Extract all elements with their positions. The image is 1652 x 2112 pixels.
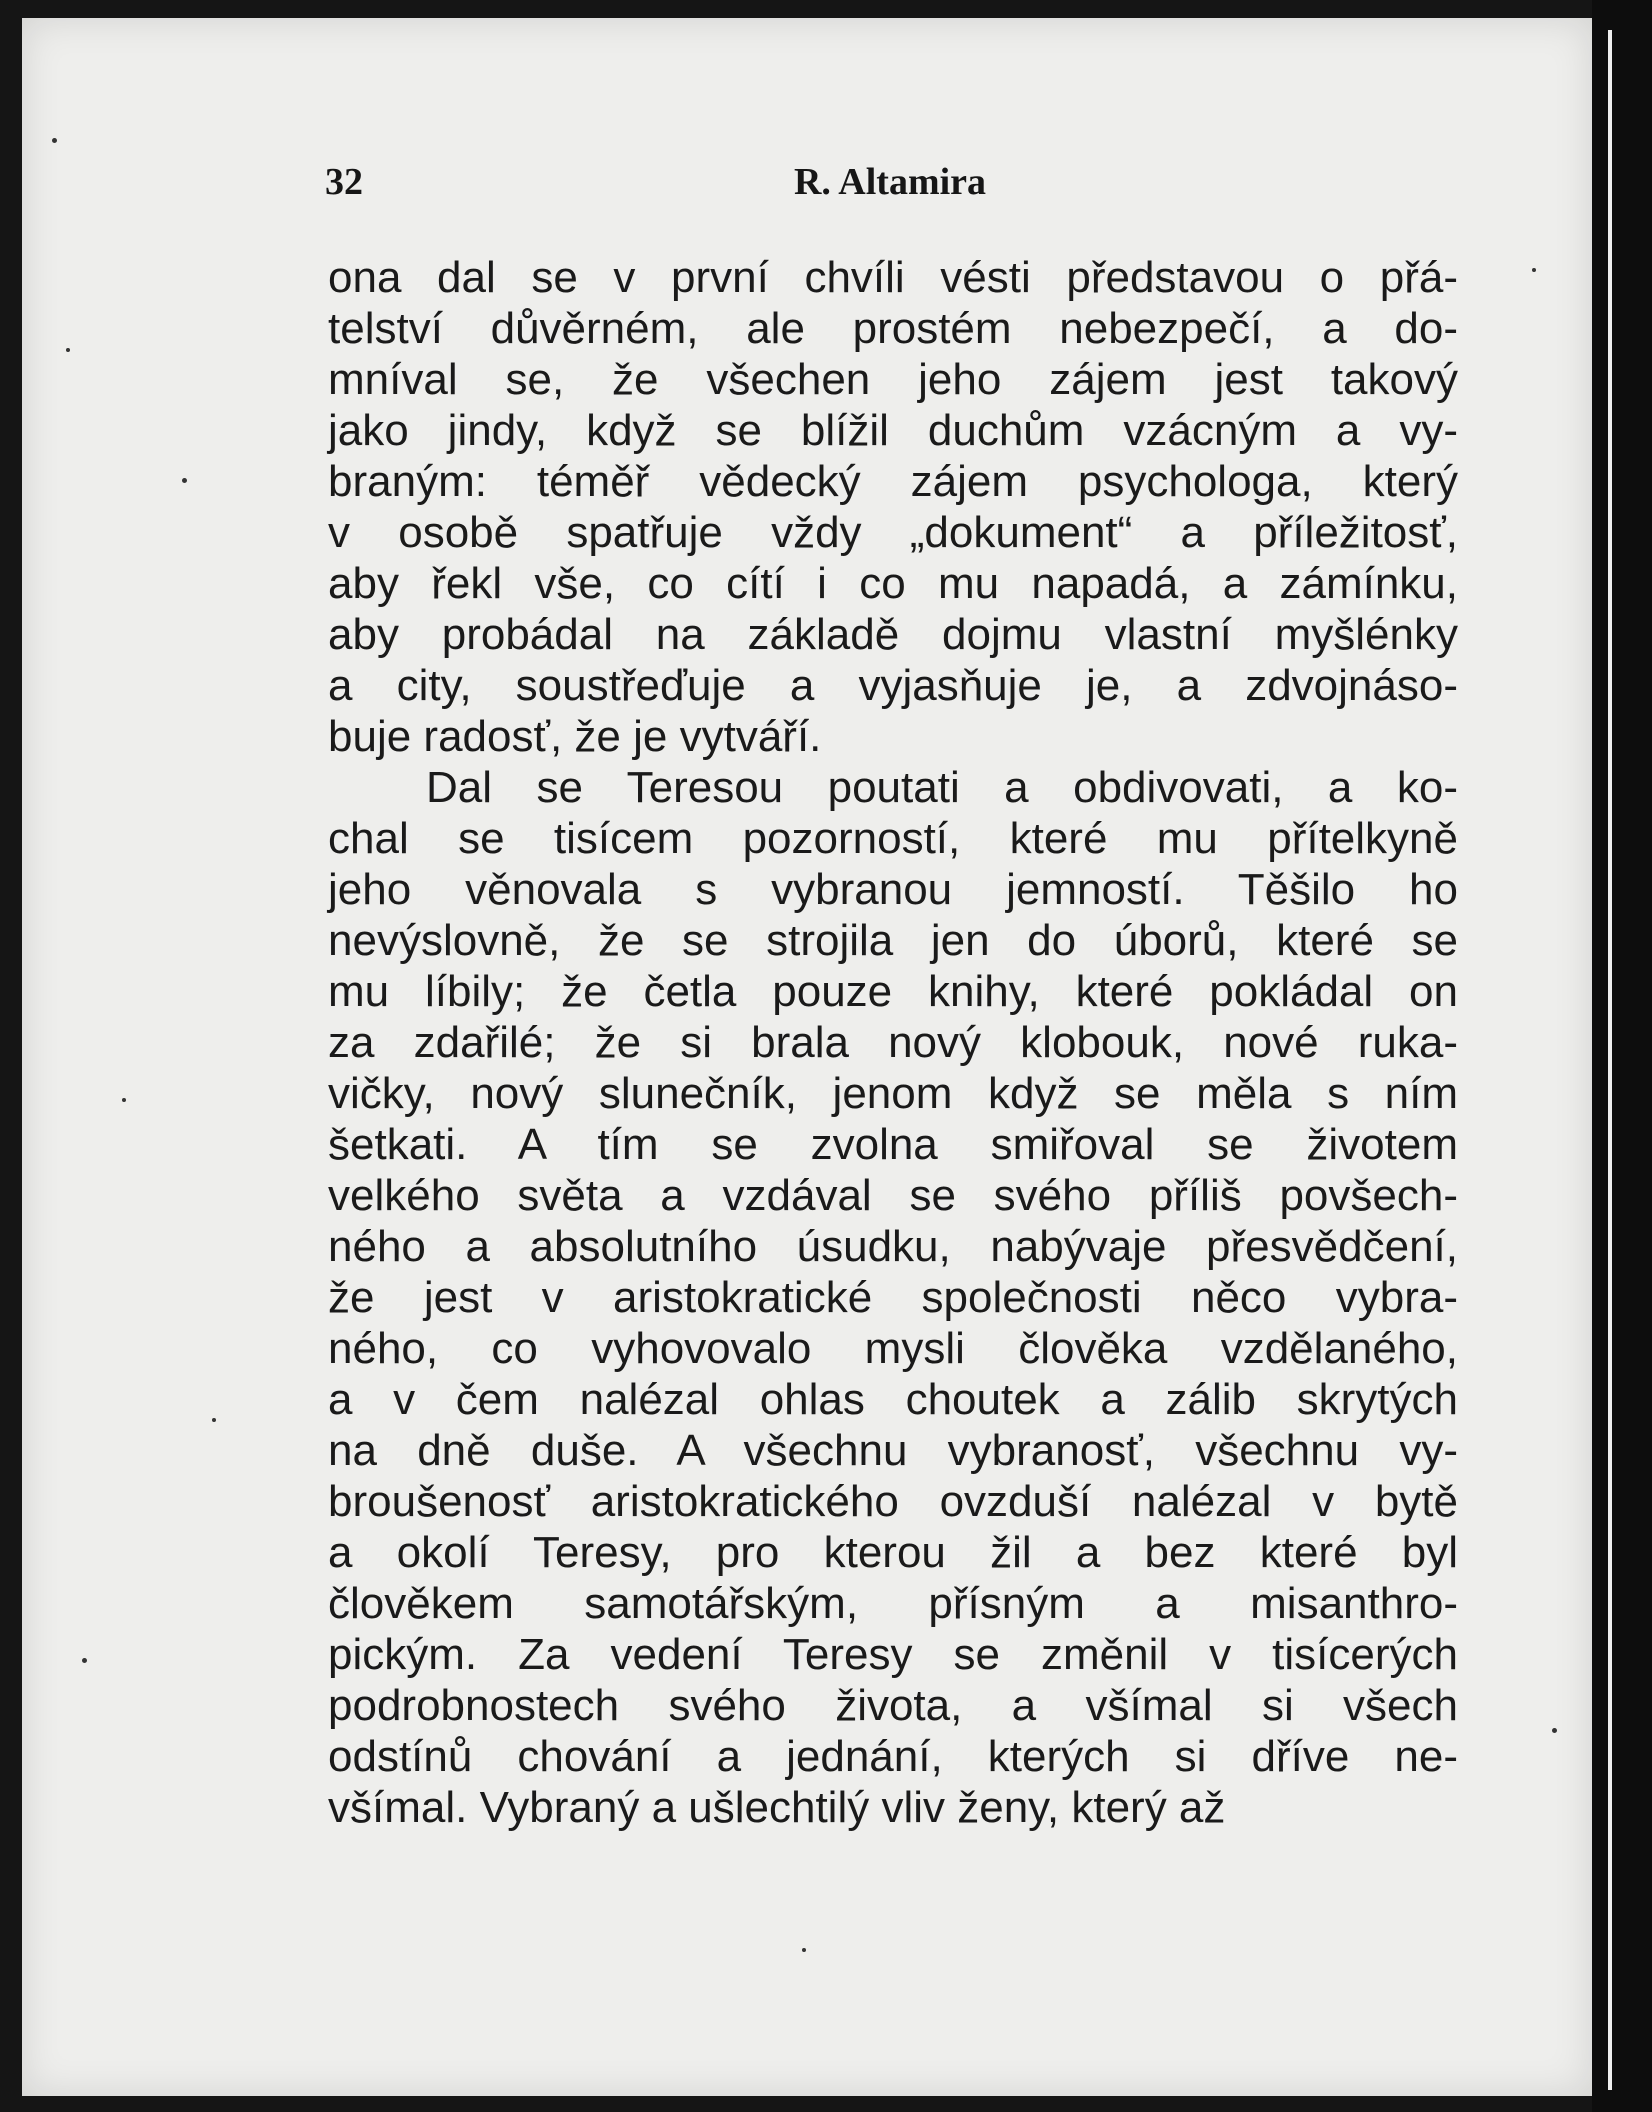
text-line: podrobnostech svého života, a všímal si všech xyxy=(328,1681,1458,1730)
page-number: 32 xyxy=(325,161,363,203)
text-line: jeho věnovala s vybranou jemností. Těšilo ho xyxy=(328,865,1458,914)
text-line: mu líbily; že četla pouze knihy, které pokládal on xyxy=(328,967,1458,1016)
page-header xyxy=(325,160,1455,210)
text-line: odstínů chování a jednání, kterých si dříve ne- xyxy=(328,1732,1458,1781)
text-line: ona dal se v první chvíli vésti představou o přá- xyxy=(328,253,1458,302)
ink-speck xyxy=(52,138,57,143)
text-line: šetkati. A tím se zvolna smiřoval se životem xyxy=(328,1120,1458,1169)
ink-speck xyxy=(1552,1728,1557,1733)
text-line: ného a absolutního úsudku, nabývaje přesvědčení, xyxy=(328,1222,1458,1271)
text-line: velkého světa a vzdával se svého příliš povšech- xyxy=(328,1171,1458,1220)
text-line: Dal se Teresou poutati a obdivovati, a ko- xyxy=(426,763,1458,812)
ink-speck xyxy=(802,1948,806,1952)
text-line: všímal. Vybraný a ušlechtilý vliv ženy, který až xyxy=(328,1783,1226,1832)
paragraph xyxy=(328,252,1458,762)
ink-speck xyxy=(66,348,70,352)
book-gutter xyxy=(1592,0,1652,2112)
text-line: že jest v aristokratické společnosti něco vybra- xyxy=(328,1273,1458,1322)
text-line: braným: téměř vědecký zájem psychologa, který xyxy=(328,457,1458,506)
running-head: R. Altamira xyxy=(793,161,987,203)
text-line: jako jindy, když se blížil duchům vzácným a vy- xyxy=(328,406,1458,455)
ink-speck xyxy=(1532,268,1536,272)
text-line: buje radosť, že je vytváří. xyxy=(328,712,822,761)
text-line: pickým. Za vedení Teresy se změnil v tisícerých xyxy=(328,1630,1458,1679)
text-line: vičky, nový slunečník, jenom když se měla s ním xyxy=(328,1069,1458,1118)
text-line: a v čem nalézal ohlas choutek a zálib skrytých xyxy=(328,1375,1458,1424)
text-line: člověkem samotářským, přísným a misanthro- xyxy=(328,1579,1458,1628)
text-line: na dně duše. A všechnu vybranosť, všechnu vy- xyxy=(328,1426,1458,1475)
text-line: aby probádal na základě dojmu vlastní myšlénky xyxy=(328,610,1458,659)
text-line: mníval se, že všechen jeho zájem jest takový xyxy=(328,355,1458,404)
body-text xyxy=(328,252,1458,1833)
next-page-edge xyxy=(1608,30,1612,2090)
ink-speck xyxy=(82,1658,87,1663)
text-line: chal se tisícem pozorností, které mu přítelkyně xyxy=(328,814,1458,863)
text-line: za zdařilé; že si brala nový klobouk, nové ruka- xyxy=(328,1018,1458,1067)
paragraph xyxy=(328,762,1458,1833)
text-line: ného, co vyhovovalo mysli člověka vzdělaného, xyxy=(328,1324,1458,1373)
text-line: v osobě spatřuje vždy „dokument“ a příležitosť, xyxy=(328,508,1458,557)
text-line: a city, soustřeďuje a vyjasňuje je, a zdvojnáso- xyxy=(328,661,1458,710)
text-line: aby řekl vše, co cítí i co mu napadá, a zámínku, xyxy=(328,559,1458,608)
text-line: telství důvěrném, ale prostém nebezpečí, a do- xyxy=(328,304,1458,353)
text-line: a okolí Teresy, pro kterou žil a bez které byl xyxy=(328,1528,1458,1577)
ink-speck xyxy=(122,1098,126,1102)
ink-speck xyxy=(182,478,187,483)
ink-speck xyxy=(212,1418,216,1422)
text-line: broušenosť aristokratického ovzduší nalézal v bytě xyxy=(328,1477,1458,1526)
text-line: nevýslovně, že se strojila jen do úborů, které se xyxy=(328,916,1458,965)
